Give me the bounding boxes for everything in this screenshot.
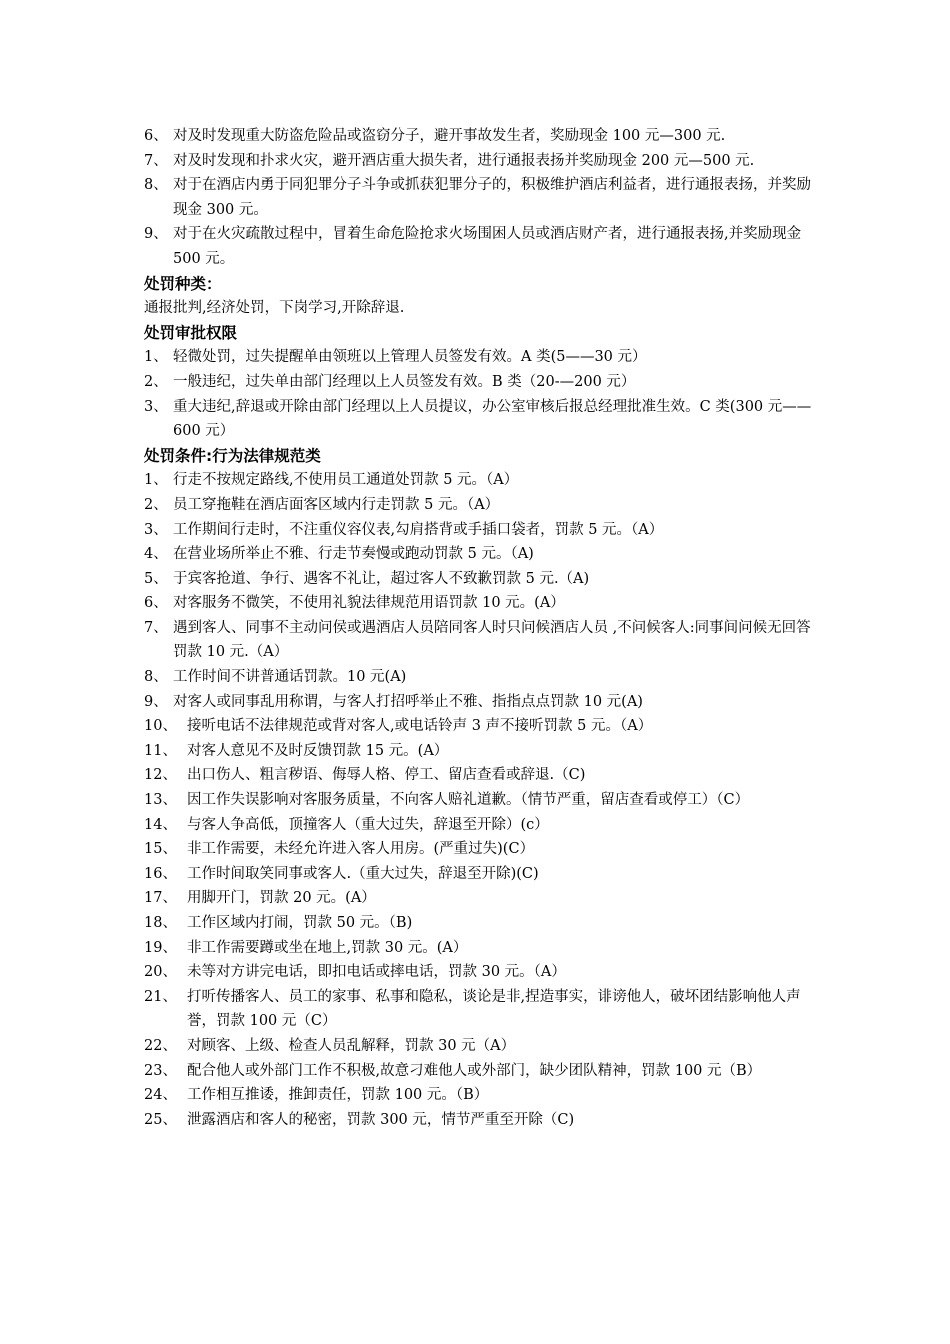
item-text: 对客人意见不及时反馈罚款 15 元。(A） xyxy=(187,742,449,759)
item-number: 16、 xyxy=(144,865,177,882)
list-item xyxy=(144,788,814,813)
item-number: 6、 xyxy=(144,595,168,612)
list-item xyxy=(144,518,814,543)
list-item xyxy=(144,886,814,911)
item-text: 对及时发现和扑求火灾，避开酒店重大损失者，进行通报表扬并奖励现金 200 元—500 元. xyxy=(173,152,755,169)
list-item xyxy=(144,862,814,887)
list-item xyxy=(144,149,814,174)
item-number: 7、 xyxy=(144,152,168,169)
item-text: 一般违纪，过失单由部门经理以上人员签发有效。B 类（20-—200 元） xyxy=(173,373,636,390)
item-text: 于宾客抢道、争行、遇客不礼让，超过客人不致歉罚款 5 元.（A) xyxy=(173,570,590,587)
item-text: 遇到客人、同事不主动问侯或遇酒店人员陪同客人时只问候酒店人员 ,不问候客人:同事间问候无回答罚款 10 元.（A） xyxy=(173,619,811,661)
item-text: 打听传播客人、员工的家事、私事和隐私，谈论是非,捏造事实，诽谤他人，破坏团结影响他人声誉，罚款 100 元（C） xyxy=(187,988,801,1030)
item-text: 泄露酒店和客人的秘密，罚款 300 元，情节严重至开除（C) xyxy=(187,1111,575,1128)
list-item xyxy=(144,1059,814,1084)
item-number: 12、 xyxy=(144,767,177,784)
list-item xyxy=(144,124,814,149)
list-item xyxy=(144,345,814,370)
item-number: 8、 xyxy=(144,669,168,686)
item-number: 1、 xyxy=(144,472,168,489)
item-text: 用脚开门，罚款 20 元。(A） xyxy=(187,890,376,907)
item-text: 对及时发现重大防盗危险品或盗窃分子，避开事故发生者，奖励现金 100 元—300 元. xyxy=(173,128,726,144)
item-text: 非工作需要蹲或坐在地上,罚款 30 元。(A） xyxy=(187,939,468,956)
item-number: 19、 xyxy=(144,939,177,956)
item-text: 工作相互推诿，推卸责任，罚款 100 元。（B） xyxy=(187,1087,489,1104)
item-number: 9、 xyxy=(144,226,168,243)
item-number: 3、 xyxy=(144,398,168,415)
item-text: 配合他人或外部门工作不积极,故意刁难他人或外部门，缺少团队精神，罚款 100 元（B） xyxy=(187,1062,762,1079)
item-text: 对于在火灾疏散过程中，冒着生命危险抢求火场围困人员或酒店财产者，进行通报表扬,并奖励现金 500 元。 xyxy=(173,226,802,267)
item-number: 7、 xyxy=(144,619,168,636)
item-text: 因工作失误影响对客服务质量，不向客人赔礼道歉。（情节严重，留店查看或停工）（C） xyxy=(187,792,750,809)
item-number: 14、 xyxy=(144,816,177,833)
item-text: 工作时间不讲普通话罚款。10 元(A) xyxy=(173,669,407,686)
item-number: 23、 xyxy=(144,1062,177,1079)
list-item xyxy=(144,665,814,690)
list-item xyxy=(144,395,814,444)
item-number: 8、 xyxy=(144,177,168,194)
item-number: 18、 xyxy=(144,915,177,931)
list-item xyxy=(144,591,814,616)
item-text: 接听电话不法律规范或背对客人,或电话铃声 3 声不接听罚款 5 元。（A） xyxy=(187,718,653,735)
item-number: 25、 xyxy=(144,1111,177,1128)
list-item xyxy=(144,1034,814,1059)
item-text: 工作区域内打闹，罚款 50 元。（B) xyxy=(187,915,413,931)
item-number: 10、 xyxy=(144,718,177,735)
list-item xyxy=(144,714,814,739)
item-number: 24、 xyxy=(144,1087,177,1104)
item-text: 非工作需要，未经允许进入客人用房。(严重过失)(C） xyxy=(187,841,535,858)
list-item xyxy=(144,813,814,838)
item-number: 1、 xyxy=(144,349,168,366)
item-number: 21、 xyxy=(144,988,177,1005)
item-text: 行走不按规定路线,不使用员工通道处罚款 5 元。（A） xyxy=(173,472,519,489)
item-text: 对客人或同事乱用称谓，与客人打招呼举止不雅、指指点点罚款 10 元(A) xyxy=(173,693,643,710)
list-item xyxy=(144,567,814,592)
list-item xyxy=(144,370,814,395)
list-item xyxy=(144,173,814,222)
penalty-types-text: 通报批判,经济处罚，下岗学习,开除辞退. xyxy=(144,300,405,317)
item-number: 17、 xyxy=(144,890,177,907)
list-item xyxy=(144,616,814,665)
item-text: 出口伤人、粗言秽语、侮辱人格、停工、留店查看或辞退.（C) xyxy=(187,767,586,784)
list-item xyxy=(144,493,814,518)
list-item xyxy=(144,936,814,961)
item-number: 13、 xyxy=(144,792,177,809)
list-item xyxy=(144,690,814,715)
item-number: 11、 xyxy=(144,742,177,759)
list-item xyxy=(144,763,814,788)
list-item xyxy=(144,222,814,271)
item-text: 在营业场所举止不雅、行走节奏慢或跑动罚款 5 元。（A) xyxy=(173,546,534,563)
item-text: 员工穿拖鞋在酒店面客区域内行走罚款 5 元。（A） xyxy=(173,496,500,513)
item-text: 轻微处罚，过失提醒单由领班以上管理人员签发有效。A 类(5——30 元） xyxy=(173,349,647,366)
item-number: 15、 xyxy=(144,841,177,858)
conditions-list xyxy=(144,468,814,1132)
item-number: 9、 xyxy=(144,693,168,710)
list-item xyxy=(144,837,814,862)
document-content xyxy=(144,124,814,1132)
item-text: 对于在酒店内勇于同犯罪分子斗争或抓获犯罪分子的，积极维护酒店利益者，进行通报表扬，并奖励现金 300 元。 xyxy=(173,177,811,218)
list-item xyxy=(144,985,814,1034)
item-number: 5、 xyxy=(144,570,168,587)
item-text: 与客人争高低，顶撞客人（重大过失，辞退至开除）(c） xyxy=(187,816,549,833)
item-number: 2、 xyxy=(144,373,168,390)
item-number: 20、 xyxy=(144,964,177,981)
conditions-heading: 处罚条件:行为法律规范类 xyxy=(144,446,321,465)
list-item xyxy=(144,542,814,567)
item-number: 3、 xyxy=(144,521,168,538)
list-item xyxy=(144,739,814,764)
item-text: 对客服务不微笑，不使用礼貌法律规范用语罚款 10 元。(A） xyxy=(173,595,565,612)
approval-heading: 处罚审批权限 xyxy=(144,323,238,342)
item-number: 22、 xyxy=(144,1037,177,1054)
item-text: 对顾客、上级、检查人员乱解释，罚款 30 元（A） xyxy=(187,1037,516,1054)
item-number: 6、 xyxy=(144,128,168,144)
list-item xyxy=(144,1083,814,1108)
item-text: 工作期间行走时，不注重仪容仪表,勾肩搭背或手插口袋者，罚款 5 元。（A） xyxy=(173,521,664,538)
item-number: 4、 xyxy=(144,546,168,563)
item-text: 重大违纪,辞退或开除由部门经理以上人员提议，办公室审核后报总经理批准生效。C 类(300 元——600 元） xyxy=(173,398,812,440)
list-item xyxy=(144,911,814,936)
item-number: 2、 xyxy=(144,496,168,513)
list-item xyxy=(144,960,814,985)
list-item xyxy=(144,1108,814,1133)
item-text: 未等对方讲完电话，即扣电话或摔电话，罚款 30 元。（A） xyxy=(187,964,566,981)
approval-list xyxy=(144,345,814,443)
item-text: 工作时间取笑同事或客人.（重大过失，辞退至开除)(C) xyxy=(187,865,539,882)
reward-list xyxy=(144,124,814,272)
penalty-types-heading: 处罚种类： xyxy=(144,274,222,293)
list-item xyxy=(144,468,814,493)
